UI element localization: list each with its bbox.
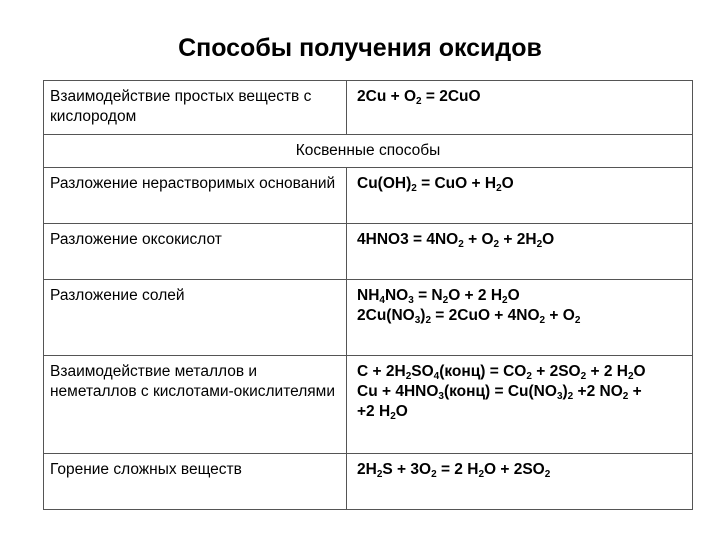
table-row [44, 356, 693, 454]
equation-line: $NH_4NO_3 = N_2O + 2$ $H_2O$ [357, 287, 520, 306]
page-title: Способы получения оксидов [178, 34, 542, 62]
equation-line: $4HNO3 = 4NO_2 + O_2 + 2H_2O$ [357, 231, 555, 250]
table-row [44, 224, 693, 280]
section-subheader: Косвенные способы [44, 135, 693, 168]
equation-cell [347, 356, 693, 454]
table-row [44, 280, 693, 356]
equation-cell [347, 224, 693, 280]
equation-cell [347, 81, 693, 135]
equation-line: +2 $H_2O$ [357, 403, 408, 422]
method-cell: Разложение солей [44, 280, 347, 356]
equation-cell [347, 280, 693, 356]
equation-cell [347, 454, 693, 510]
table-row [44, 81, 693, 135]
equation-line: $Cu(OH)_2$ = CuO + $H_2O$ [357, 175, 514, 194]
method-cell: Взаимодействие простых веществ с кислородом [44, 81, 347, 135]
oxides-methods-table [43, 80, 693, 510]
method-cell: Взаимодействие металлов и неметаллов с кислотами-окислителями [44, 356, 347, 454]
subheader-row [44, 135, 693, 168]
equation-line: $Cu + 4HNO_3(конц) = Cu(NO_3)_2 +2$ $NO_2$ + [357, 383, 642, 402]
method-cell: Разложение нерастворимых оснований [44, 168, 347, 224]
equation-line: $2H_2S + 3O_2 = 2$ $H_2O + 2SO_2$ [357, 461, 551, 480]
equation-line: $2Cu + O_2 = 2CuO$ [357, 88, 481, 107]
table-row [44, 168, 693, 224]
equation-cell [347, 168, 693, 224]
equation-line: $C + 2H_2SO_4(конц) = CO_2 + 2SO_2 + 2$ $H_2O$ [357, 363, 646, 382]
equation-line: $2Cu(NO_3)_2 = 2CuO + 4NO_2 + O_2$ [357, 307, 581, 326]
method-cell: Разложение оксокислот [44, 224, 347, 280]
table-row [44, 454, 693, 510]
method-cell: Горение сложных веществ [44, 454, 347, 510]
